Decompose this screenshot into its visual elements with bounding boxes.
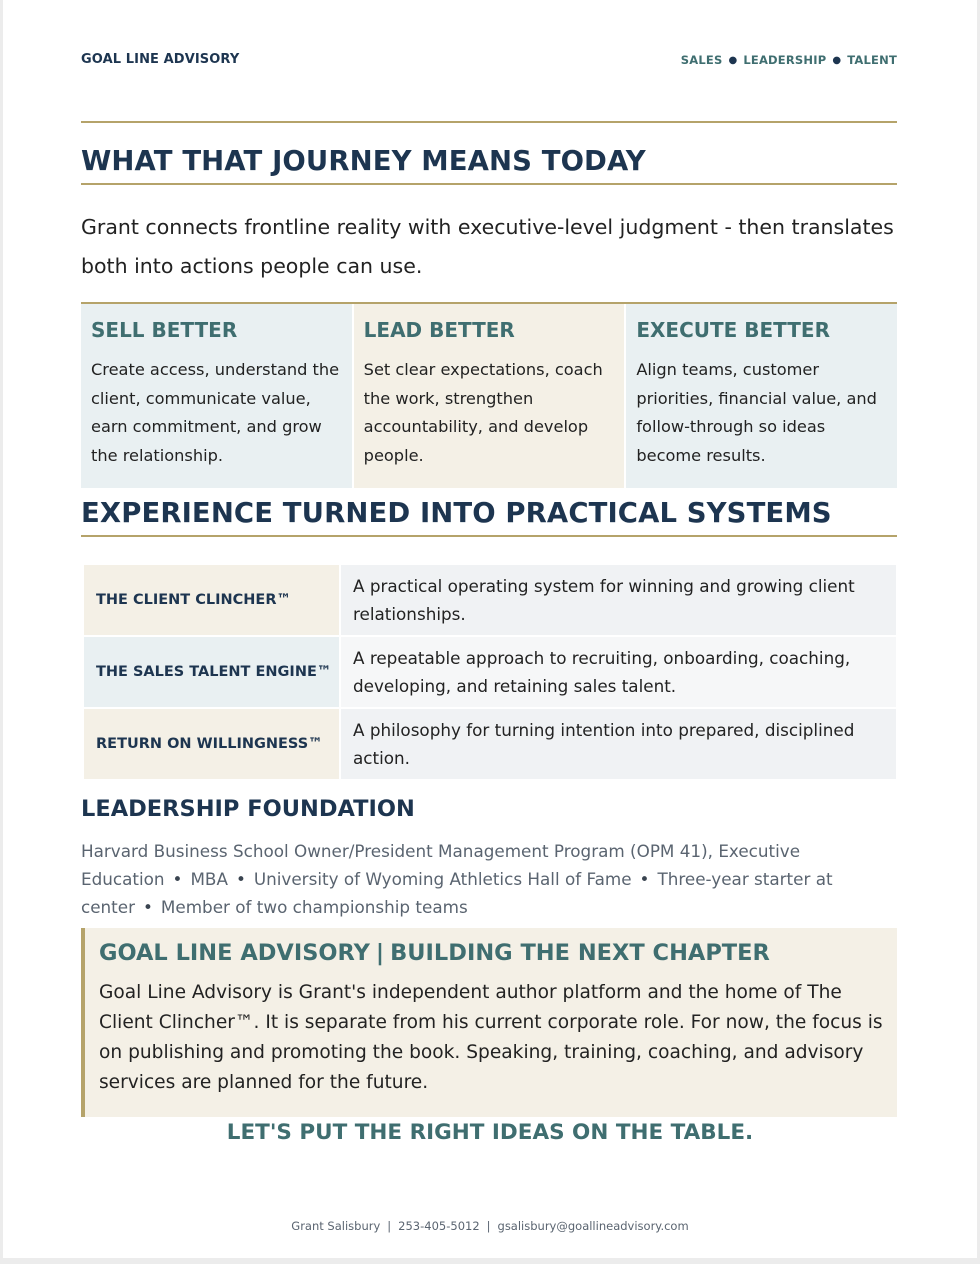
foundation-heading: LEADERSHIP FOUNDATION bbox=[81, 796, 415, 822]
table-row bbox=[84, 709, 896, 779]
callout-title-separator: | bbox=[375, 940, 385, 966]
bullet-icon: • bbox=[235, 869, 246, 889]
table-row bbox=[84, 637, 896, 707]
bullet-icon: • bbox=[172, 869, 183, 889]
box-title: SELL BETTER bbox=[91, 318, 238, 342]
pillar-talent: TALENT bbox=[847, 53, 897, 67]
box-lead-better bbox=[352, 304, 625, 488]
bullet-icon: ● bbox=[728, 55, 738, 66]
heading-underline bbox=[81, 183, 897, 185]
foundation-item: MBA bbox=[190, 869, 228, 889]
contact-email[interactable]: gsalisbury@goallineadvisory.com bbox=[497, 1219, 689, 1233]
pillar-sales: SALES bbox=[680, 53, 723, 67]
callout-title-left: GOAL LINE ADVISORY bbox=[99, 940, 370, 966]
box-sell-better bbox=[81, 304, 352, 488]
journey-heading: WHAT THAT JOURNEY MEANS TODAY bbox=[81, 145, 646, 177]
separator: | bbox=[387, 1219, 392, 1233]
system-name: RETURN ON WILLINGNESS™ bbox=[84, 709, 339, 779]
box-execute-better bbox=[624, 304, 897, 488]
table-row bbox=[84, 565, 896, 635]
contact-phone[interactable]: 253-405-5012 bbox=[398, 1219, 480, 1233]
bullet-icon: • bbox=[639, 869, 650, 889]
callout-text: Goal Line Advisory is Grant's independent author platform and the home of The Client Clincher™. It is separate from his current corporate role. For now, the focus is on publishing and promoting the book. Speaking, training, coaching, and advisory services are planned for the future. bbox=[99, 982, 883, 1093]
journey-lead: Grant connects frontline reality with executive-level judgment - then translates both into actions people can use. bbox=[81, 215, 894, 278]
box-title: EXECUTE BETTER bbox=[636, 318, 830, 342]
box-text: Set clear expectations, coach the work, strengthen accountability, and develop people. bbox=[363, 360, 603, 465]
system-name: THE CLIENT CLINCHER™ bbox=[84, 565, 339, 635]
contact-footer bbox=[3, 1219, 977, 1233]
foundation-item: Three-year starter at center bbox=[81, 869, 833, 917]
bullet-icon: ● bbox=[832, 55, 842, 66]
foundation-list bbox=[81, 837, 897, 921]
divider bbox=[81, 121, 897, 123]
system-name: THE SALES TALENT ENGINE™ bbox=[84, 637, 339, 707]
foundation-item: University of Wyoming Athletics Hall of Fame bbox=[253, 869, 632, 889]
foundation-item: Member of two championship teams bbox=[160, 897, 468, 917]
system-desc: A philosophy for turning intention into prepared, disciplined action. bbox=[341, 709, 896, 779]
next-chapter-callout bbox=[81, 928, 897, 1117]
foundation-item: Harvard Business School Owner/President Management Program (OPM 41), Executive Education bbox=[81, 841, 801, 889]
callout-title bbox=[99, 940, 883, 966]
brand-name: GOAL LINE ADVISORY bbox=[81, 52, 240, 67]
separator: | bbox=[486, 1219, 491, 1233]
pillar-leadership: LEADERSHIP bbox=[743, 53, 827, 67]
pillars-list bbox=[681, 53, 897, 67]
heading-underline bbox=[81, 535, 897, 537]
call-to-action: LET'S PUT THE RIGHT IDEAS ON THE TABLE. bbox=[226, 1120, 754, 1145]
bullet-icon: • bbox=[143, 897, 153, 917]
callout-title-right: BUILDING THE NEXT CHAPTER bbox=[390, 940, 770, 966]
system-desc: A practical operating system for winning and growing client relationships. bbox=[341, 565, 896, 635]
page-header bbox=[81, 52, 897, 72]
box-title: LEAD BETTER bbox=[363, 318, 515, 342]
box-text: Align teams, customer priorities, financial value, and follow-through so ideas become results. bbox=[636, 360, 877, 465]
system-desc: A repeatable approach to recruiting, onboarding, coaching, developing, and retaining sales talent. bbox=[341, 637, 896, 707]
contact-name: Grant Salisbury bbox=[291, 1219, 381, 1233]
systems-heading: EXPERIENCE TURNED INTO PRACTICAL SYSTEMS bbox=[81, 497, 832, 529]
document-page bbox=[3, 0, 977, 1258]
box-text: Create access, understand the client, communicate value, earn commitment, and grow the relationship. bbox=[91, 360, 340, 465]
systems-table bbox=[84, 565, 896, 781]
journey-boxes bbox=[81, 302, 897, 488]
